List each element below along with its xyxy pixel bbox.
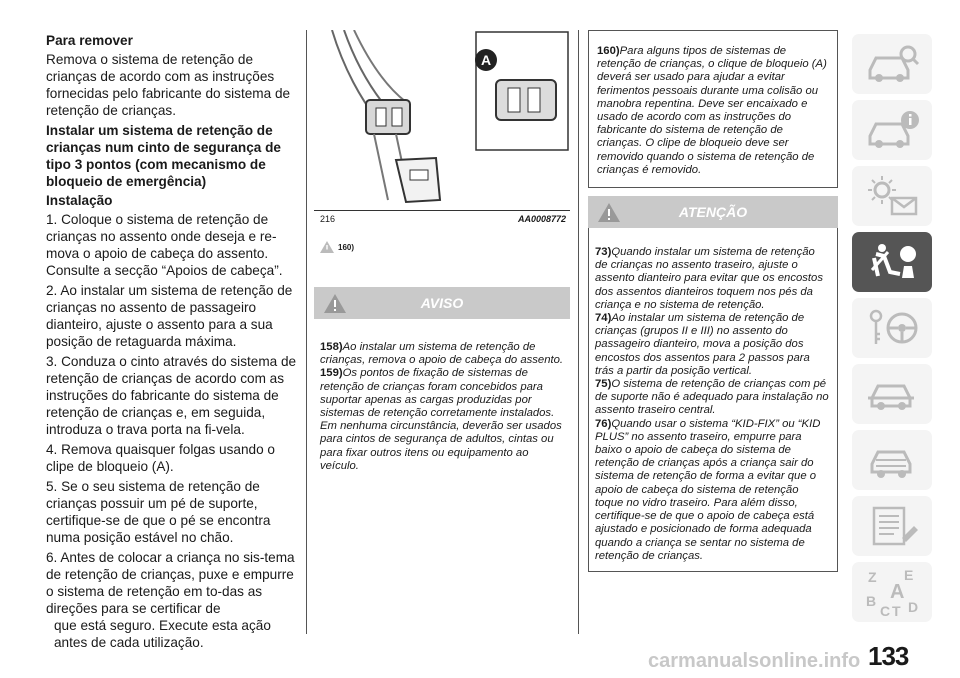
note-number: 159): [320, 367, 343, 380]
note-text: Quando instalar um sistema de retenção de crianças no assento traseiro, ajuste o assento dianteiro para evitar que os encostos dos assentos dianteiros toquem nos pés da criança e no sistema de retenção.: [595, 246, 823, 311]
note-number: 74): [595, 312, 612, 325]
tab-vehicle-info[interactable]: [852, 100, 932, 160]
step-6: 6. Antes de colocar a criança no sis-tema de retenção de crianças, puxe e empurre o sistema de retenção em to-das as direções para se certificar de: [46, 550, 295, 616]
heading-remove: Para remover: [46, 33, 133, 48]
index-letter: T: [892, 603, 901, 618]
column-divider: [578, 30, 579, 634]
locking-clip-illustration: [314, 30, 570, 210]
aviso-header: [314, 287, 570, 319]
note-number: 160): [597, 45, 620, 57]
index-letter: Z: [868, 569, 877, 585]
tab-safety[interactable]: [852, 232, 932, 292]
step-3: 3. Conduza o cinto através do sistema de retenção de crianças de acordo com as instruções do fabricante do sistema de retenção de crianças e, em seguida, introduza o trava porta na fi-vela.: [46, 354, 297, 437]
step-4: 4. Remova quaisquer folgas usando o clipe de bloqueio (A).: [46, 442, 275, 474]
main-text-column: [46, 32, 298, 654]
heading-install-3-point: Instalar um sistema de retenção de crianças num cinto de segurança de tipo 3 pontos (com mecanismo de bloqueio de emergência): [46, 123, 281, 189]
index-letter: C: [880, 603, 891, 618]
tab-starting-driving[interactable]: [852, 298, 932, 358]
note-number: 75): [595, 378, 612, 391]
tab-technical-data[interactable]: [852, 496, 932, 556]
note-160: [588, 30, 838, 188]
atencao-title: ATENÇÃO: [678, 204, 748, 221]
tab-warning-lights[interactable]: [852, 166, 932, 226]
figure-warning-reference: [320, 241, 570, 253]
key-steering-wheel-icon: [864, 306, 920, 350]
figure-number: 216: [320, 214, 336, 224]
index-letter: E: [904, 567, 914, 583]
figure-code: AA0008772: [517, 214, 566, 224]
atencao-notes: [588, 228, 838, 572]
tab-emergency[interactable]: [852, 364, 932, 424]
tab-index[interactable]: [852, 562, 932, 622]
tab-maintenance[interactable]: [852, 430, 932, 490]
warning-triangle-icon: [320, 241, 334, 253]
index-letter: A: [890, 581, 905, 603]
notes-column: [588, 30, 838, 572]
note-text: O sistema de retenção de crianças com pé de suporte não é adequado para instalação no assento traseiro central.: [595, 378, 829, 417]
figure-locking-clip: [314, 30, 570, 211]
callout-a-label: A: [480, 52, 492, 68]
chapter-tabs: [852, 34, 932, 628]
note-text: Ao instalar um sistema de retenção de crianças, remova o apoio de cabeça do assento.: [320, 341, 564, 367]
note-number: 158): [320, 341, 343, 353]
column-divider: [306, 30, 307, 634]
step-2: 2. Ao instalar um sistema de retenção de crianças no assento de passageiro dianteiro, ajuste o assento para a sua posição de retaguarda máxima.: [46, 283, 293, 349]
car-emergency-icon: [864, 372, 920, 416]
index-letter: B: [866, 593, 877, 609]
index-letter: D: [908, 599, 919, 615]
watermark: carmanualsonline.info: [648, 650, 861, 672]
note-text: Quando usar o sistema “KID-FIX” ou “KID PLUS” no assento traseiro, empurre para baixo o apoio de cabeça do sistema de retenção de crianças após a criança sair do sistema de retenção de forma a evitar que o apoio de cabeça do sistema de retenção toque no vidro traseiro. Para além disso, certifique-se de que o apoio de cabeça está ajustado e posicionado de forma adequada quando a criança se sentar no sistema de retenção de crianças.: [595, 417, 821, 562]
car-search-icon: [864, 42, 920, 86]
specifications-list-icon: [864, 504, 920, 548]
car-info-icon: [864, 108, 920, 152]
note-text: Os pontos de fixação de sistemas de retenção de crianças foram concebidos para suportar apenas as cargas produzidas por sistemas de retenção corretamente instalados. Em nenhuma circunstância, deverão ser usados para cintos de segurança de adultos, cintas ou para fixar outros itens ou equipamento ao veículo.: [320, 367, 562, 472]
note-number: 73): [595, 246, 612, 259]
child-seat-airbag-icon: [864, 240, 920, 284]
car-maintenance-icon: [864, 438, 920, 482]
note-number: 76): [595, 417, 612, 430]
warning-lights-icon: [864, 174, 920, 218]
tab-vehicle-knowledge[interactable]: [852, 34, 932, 94]
aviso-notes: [314, 319, 570, 479]
step-6-continued: que está seguro. Execute esta ação antes de cada utilização.: [54, 618, 271, 650]
alphabetical-index-icon: [862, 566, 922, 618]
heading-installation: Instalação: [46, 193, 113, 208]
paragraph: Remova o sistema de retenção de crianças de acordo com as instruções fornecidas pelo fabricante do sistema de retenção de crianças.: [46, 52, 291, 118]
note-text: Ao instalar um sistema de retenção de crianças (grupos II e III) no assento do passageiro dianteiro, mova a posição dos encostos dos assentos para 2 passos para trás a partir da posição vertical.: [595, 312, 810, 377]
reference-number: 160): [338, 242, 355, 252]
note-text: Para alguns tipos de sistemas de retenção de crianças, o clique de bloqueio (A) deverá ser usado para ajudar a evitar ferimentos pessoais durante uma colisão ou manobra repentina. Deve ser encaixado e usado de acordo com as instruções do fabricante do sistema de retenção de crianças. O clipe de bloqueio deve ser removido quando o sistema de retenção de crianças é removido.: [597, 45, 827, 176]
figure-caption: [314, 211, 570, 227]
aviso-title: AVISO: [420, 295, 464, 311]
step-5: 5. Se o seu sistema de retenção de crianças possuir um pé de suporte, certifique-se de que o pé se encontra numa posição estável no chão.: [46, 479, 271, 545]
step-1: 1. Coloque o sistema de retenção de crianças no assento onde deseja e re-mova o apoio de cabeça do assento. Consulte a secção “Apoios de cabeça”.: [46, 212, 283, 278]
atencao-header: [588, 196, 838, 228]
figure-and-warning-column: [314, 30, 570, 479]
page-number: 133: [868, 641, 909, 671]
